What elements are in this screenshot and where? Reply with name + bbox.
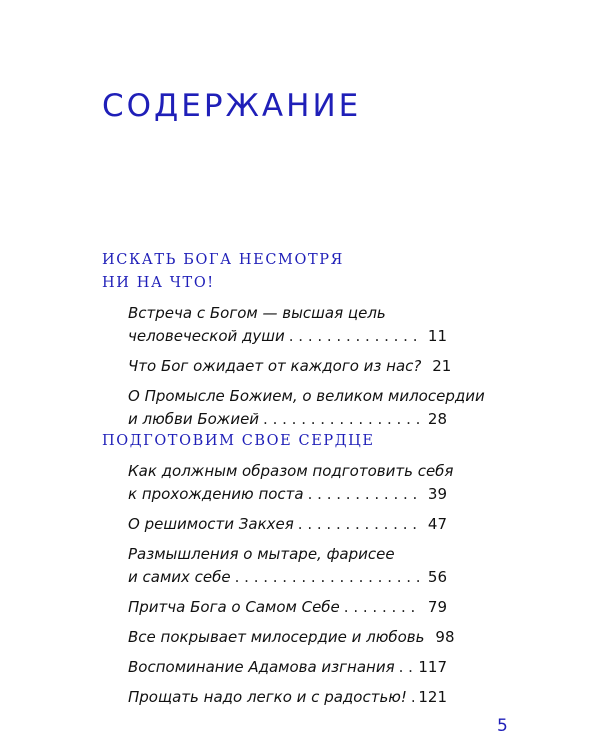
dot-leader: [399, 656, 415, 679]
entry-title-line: Размышления о мытаре, фарисее: [128, 545, 395, 563]
section-heading-line: ИСКАТЬ БОГА НЕСМОТРЯ: [102, 252, 344, 268]
dot-leader: [411, 686, 414, 709]
entry-title-line: О Промысле Божием, о великом милосердии: [128, 387, 485, 405]
entry-page-number: 11: [427, 327, 447, 345]
entry-title-line: О решимости Закхея: [128, 515, 294, 533]
entry-title-line: к прохождению поста: [128, 485, 304, 503]
section-heading-line: ПОДГОТОВИМ СВОЕ СЕРДЦЕ: [102, 433, 375, 449]
entry-title-line: Что Бог ожидает от каждого из нас?: [128, 357, 422, 375]
entry-title-line: Встреча с Богом — высшая цель: [128, 304, 386, 322]
dot-leader: [263, 408, 421, 431]
entry-page-number: 47: [427, 515, 447, 533]
entry-title-line: Притча Бога о Самом Себе: [128, 598, 340, 616]
toc-entry[interactable]: [128, 513, 447, 536]
toc-section-1: [102, 249, 485, 431]
toc-entry[interactable]: [128, 626, 455, 649]
entry-title-line: Прощать надо легко и с радостью!: [128, 688, 407, 706]
entry-title-line: Все покрывает милосердие и любовь: [128, 628, 425, 646]
entry-title-line: человеческой души: [128, 327, 285, 345]
toc-entry[interactable]: [128, 302, 447, 348]
entry-page-number: 28: [427, 410, 447, 428]
entry-page-number: 117: [418, 658, 447, 676]
toc-entry[interactable]: [128, 543, 447, 589]
entry-page-number: 98: [435, 628, 455, 646]
entry-page-number: 79: [427, 598, 447, 616]
section-heading-line: НИ НА ЧТО!: [102, 275, 215, 291]
section-heading: [102, 430, 447, 453]
toc-entry[interactable]: [128, 355, 452, 378]
entry-title-line: Воспоминание Адамова изгнания: [128, 658, 395, 676]
entry-page-number: 21: [432, 357, 452, 375]
entry-title-line: и самих себе: [128, 568, 231, 586]
dot-leader: [289, 325, 421, 348]
dot-leader: [308, 483, 421, 506]
entry-page-number: 56: [427, 568, 447, 586]
section-heading: [102, 249, 447, 295]
entry-title-line: и любви Божией: [128, 410, 260, 428]
toc-entry[interactable]: [128, 686, 447, 709]
entry-page-number: 39: [427, 485, 447, 503]
dot-leader: [235, 566, 421, 589]
toc-entry[interactable]: [128, 385, 485, 431]
toc-section-2: [102, 430, 455, 709]
entry-title-line: Как должным образом подготовить себя: [128, 462, 454, 480]
entry-page-number: 121: [418, 688, 447, 706]
dot-leader: [344, 596, 421, 619]
dot-leader: [298, 513, 421, 536]
toc-entry[interactable]: [128, 656, 447, 679]
toc-entry[interactable]: [128, 596, 447, 619]
page-number-folio: 5: [497, 716, 508, 736]
page-title: СОДЕРЖАНИЕ: [102, 88, 362, 124]
toc-entry[interactable]: [128, 460, 454, 506]
